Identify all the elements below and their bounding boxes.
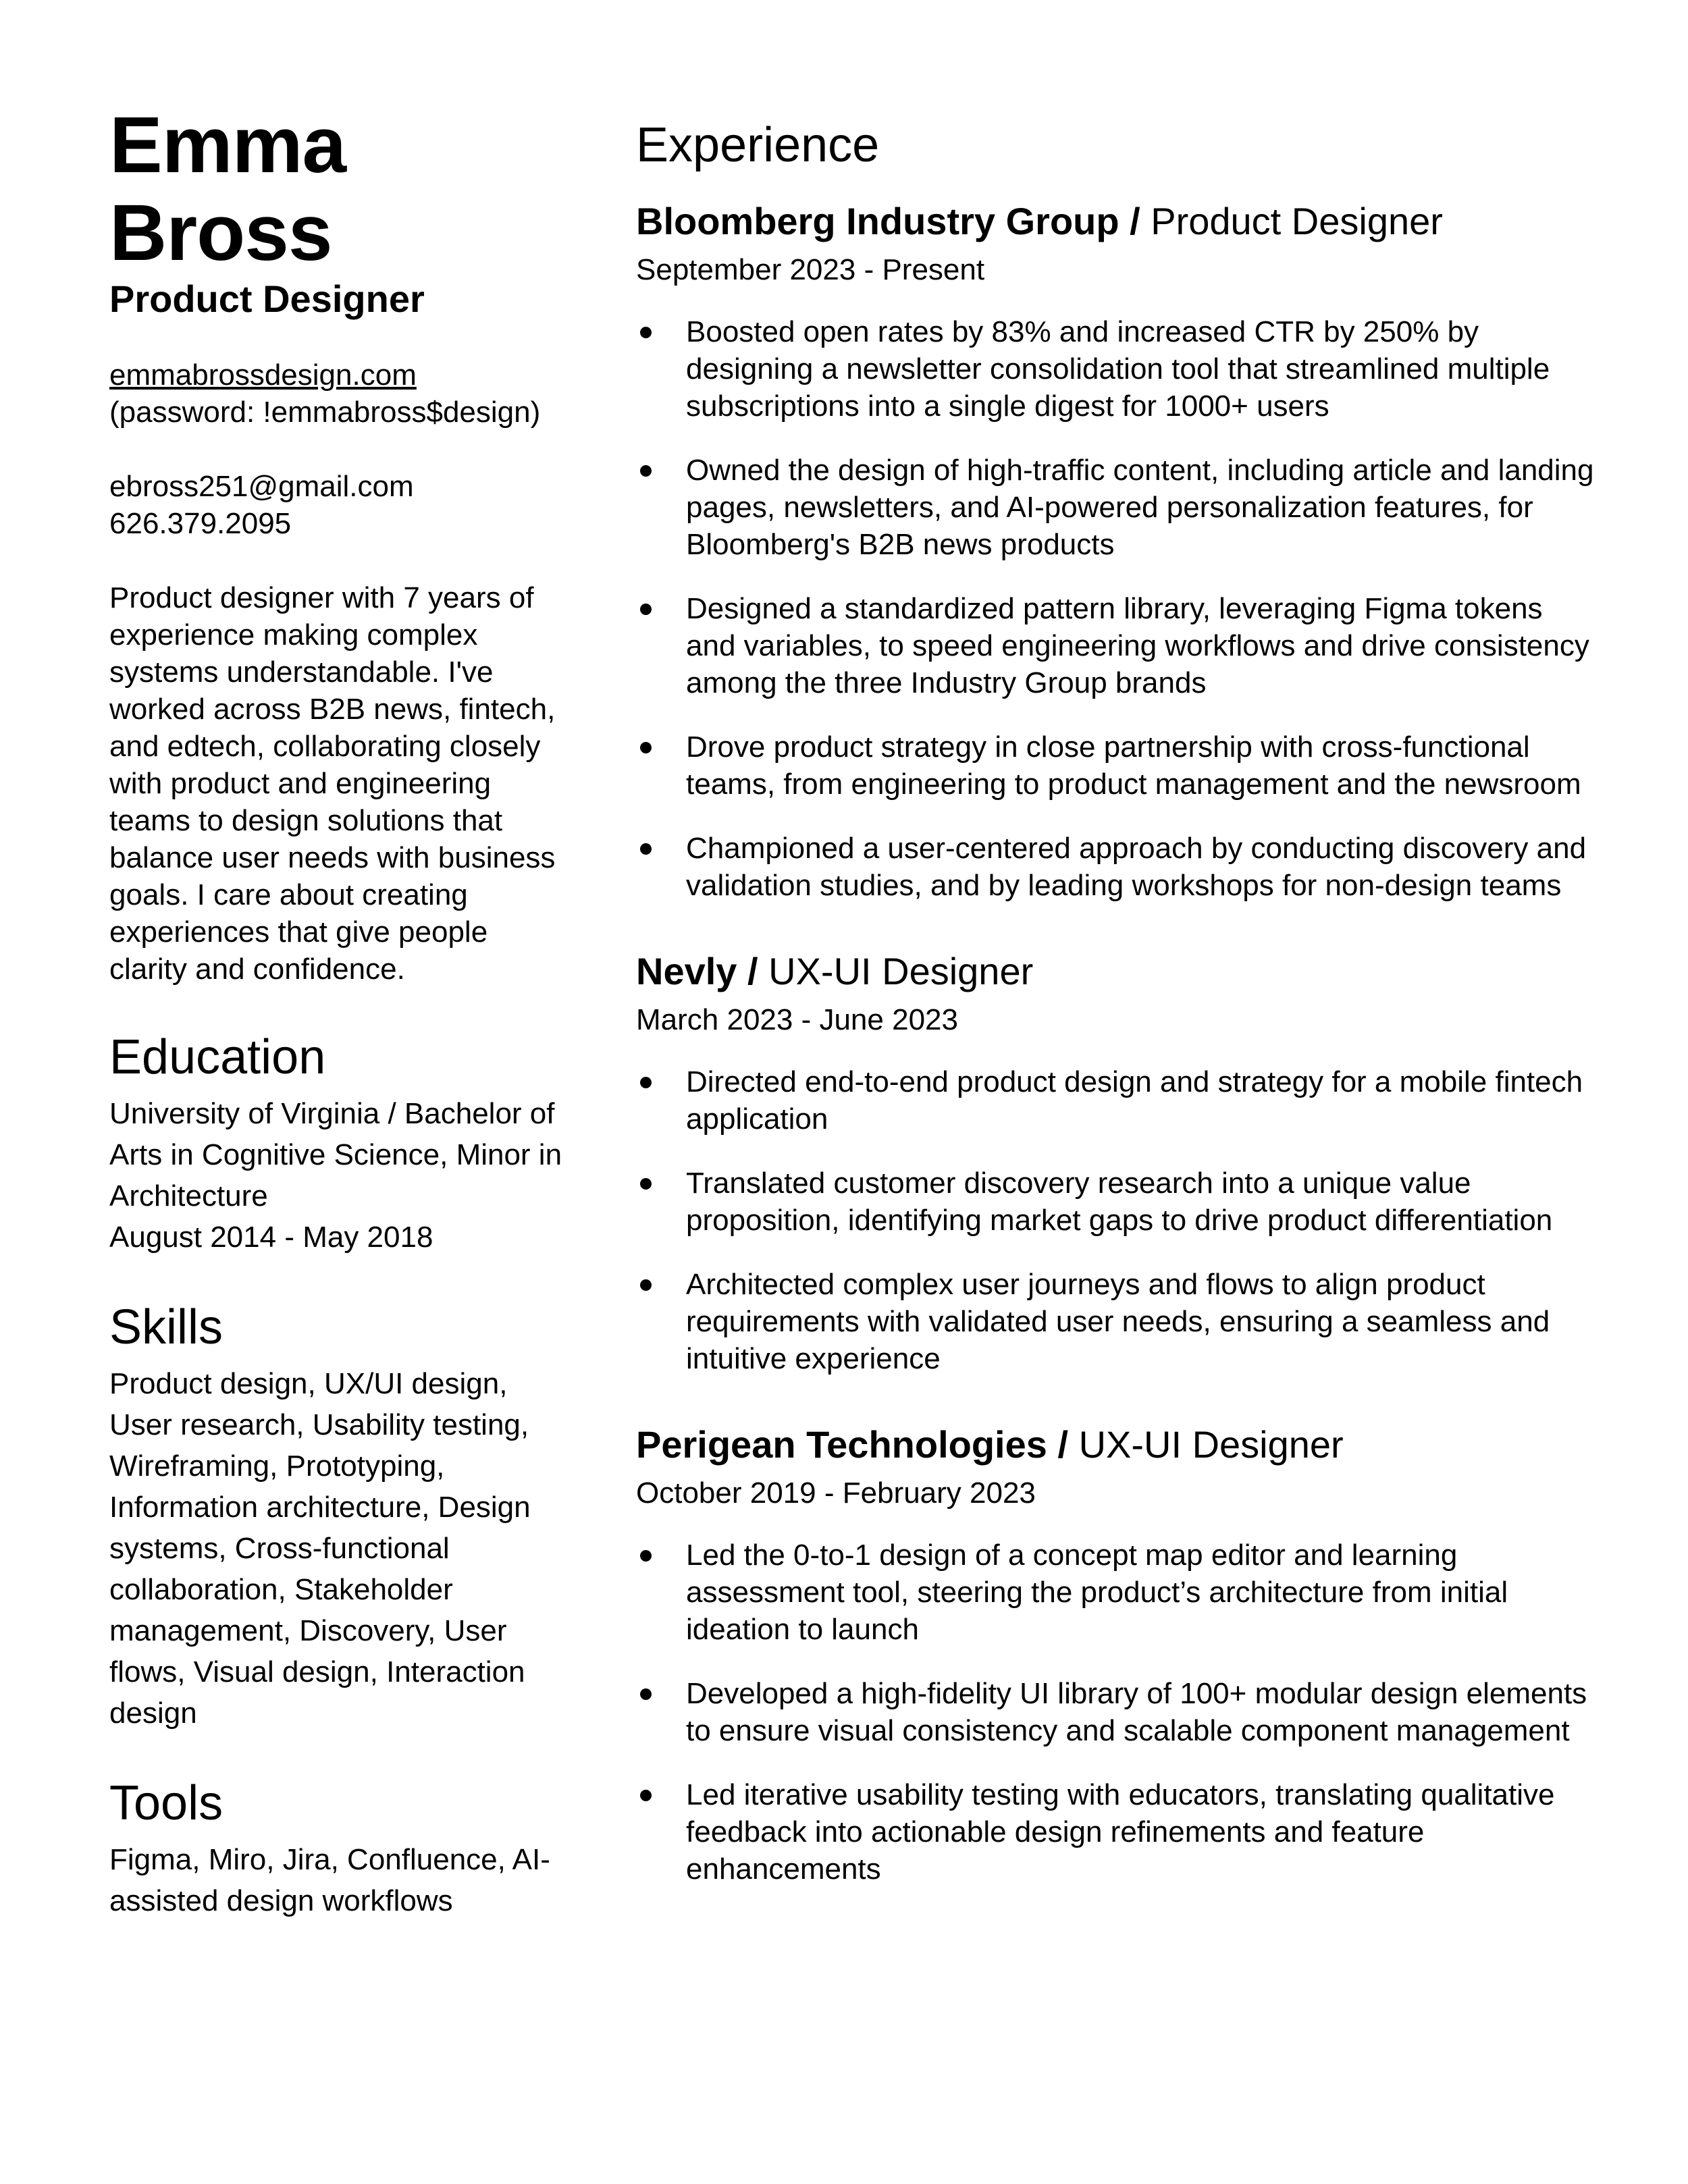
- job-dates: September 2023 - Present: [636, 253, 985, 286]
- tools-heading: Tools: [109, 1776, 223, 1830]
- summary-paragraph: Product designer with 7 years of experience making complex systems understandable. I've worked across B2B news, fintech, and edtech, collaborating closely with product and engineering teams to design solutions that balance user needs with business goals. I care about creating experiences that give people clarity and confidence.: [109, 581, 556, 986]
- skills-list: Product design, UX/UI design, User research, Usability testing, Wireframing, Prototyping, Information architecture, Design systems, Cross-functional collaboration, Stakeholder management, Discovery, User flows, Visual design, Interaction design: [109, 1367, 531, 1730]
- email-text: ebross251@gmail.com: [109, 470, 414, 503]
- job-bullet: [636, 728, 1595, 803]
- job-bullets: [636, 1537, 1595, 1888]
- job-company: Bloomberg Industry Group: [636, 200, 1119, 242]
- job-entry: [636, 1422, 1595, 1888]
- bullet-text: Led iterative usability testing with educators, translating qualitative feedback into actionable design refinements and feature enhancements: [686, 1778, 1555, 1886]
- job-bullets: [636, 313, 1595, 904]
- tools-section: [109, 1774, 569, 1921]
- bullet-icon: [640, 843, 652, 855]
- bullet-text: Architected complex user journeys and flows to align product requirements with validated user needs, ensuring a seamless and intuitive experience: [686, 1268, 1550, 1375]
- job-title-line: [636, 949, 1595, 994]
- left-column: [109, 101, 569, 1921]
- job-separator: /: [1047, 1423, 1079, 1466]
- experience-heading: Experience: [636, 118, 880, 172]
- bullet-text: Designed a standardized pattern library, leveraging Figma tokens and variables, to speed engineering workflows and drive consistency among the three Industry Group brands: [686, 592, 1589, 699]
- job-position: UX-UI Designer: [1078, 1423, 1344, 1466]
- person-name: Emma Bross: [109, 101, 346, 277]
- person-title: Product Designer: [109, 277, 425, 320]
- bullet-text: Translated customer discovery research into a unique value proposition, identifying market gaps to drive product differentiation: [686, 1167, 1553, 1237]
- job-position: UX-UI Designer: [768, 950, 1034, 992]
- job-bullet: [636, 1063, 1595, 1138]
- education-section: [109, 1028, 569, 1258]
- bullet-icon: [640, 1790, 652, 1801]
- job-bullet: [636, 1537, 1595, 1648]
- job-company: Nevly: [636, 950, 737, 992]
- bullet-icon: [640, 1688, 652, 1700]
- bullet-icon: [640, 327, 652, 338]
- bullet-icon: [640, 742, 652, 753]
- phone-text: 626.379.2095: [109, 507, 292, 540]
- bullet-icon: [640, 1077, 652, 1088]
- job-bullet: [636, 1675, 1595, 1749]
- skills-section: [109, 1298, 569, 1734]
- job-bullets: [636, 1063, 1595, 1377]
- bullet-text: Developed a high-fidelity UI library of 100+ modular design elements to ensure visual consistency and scalable component management: [686, 1677, 1587, 1747]
- job-bullet: [636, 1776, 1595, 1888]
- job-title-line: [636, 1422, 1595, 1468]
- bullet-icon: [640, 1550, 652, 1562]
- bullet-icon: [640, 465, 652, 477]
- password-note: (password: !emmabross$design): [109, 396, 541, 429]
- job-entry: [636, 198, 1595, 904]
- contact-block: [109, 356, 569, 579]
- job-position: Product Designer: [1151, 200, 1443, 242]
- job-bullet: [636, 830, 1595, 904]
- job-dates: October 2019 - February 2023: [636, 1476, 1036, 1510]
- bullet-text: Championed a user-centered approach by conducting discovery and validation studies, and by leading workshops for non-design teams: [686, 832, 1587, 902]
- bullet-text: Directed end-to-end product design and strategy for a mobile fintech application: [686, 1065, 1583, 1136]
- job-separator: /: [737, 950, 769, 992]
- bullet-text: Drove product strategy in close partnership with cross-functional teams, from engineering to product management and the newsroom: [686, 730, 1581, 801]
- job-entry: [636, 949, 1595, 1377]
- education-heading: Education: [109, 1030, 326, 1084]
- job-company: Perigean Technologies: [636, 1423, 1047, 1466]
- job-bullet: [636, 590, 1595, 701]
- job-bullet: [636, 1266, 1595, 1377]
- tools-list: Figma, Miro, Jira, Confluence, AI-assisted design workflows: [109, 1843, 550, 1917]
- job-bullet: [636, 1165, 1595, 1239]
- bullet-text: Led the 0-to-1 design of a concept map editor and learning assessment tool, steering the product’s architecture from initial ideation to launch: [686, 1539, 1508, 1646]
- job-bullet: [636, 452, 1595, 563]
- skills-heading: Skills: [109, 1300, 223, 1354]
- job-separator: /: [1119, 200, 1151, 242]
- education-degree: University of Virginia / Bachelor of Arts in Cognitive Science, Minor in Architecture: [109, 1097, 562, 1213]
- right-column: [636, 116, 1595, 1932]
- website-link[interactable]: emmabrossdesign.com: [109, 358, 417, 392]
- bullet-icon: [640, 604, 652, 615]
- job-dates: March 2023 - June 2023: [636, 1003, 958, 1036]
- bullet-icon: [640, 1178, 652, 1190]
- bullet-text: Owned the design of high-traffic content, including article and landing pages, newsletters, and AI-powered personalization features, for Bloomberg's B2B news products: [686, 454, 1594, 561]
- job-title-line: [636, 198, 1595, 244]
- bullet-text: Boosted open rates by 83% and increased CTR by 250% by designing a newsletter consolidation tool that streamlined multiple subscriptions into a single digest for 1000+ users: [686, 315, 1550, 423]
- bullet-icon: [640, 1279, 652, 1291]
- job-bullet: [636, 313, 1595, 425]
- education-dates: August 2014 - May 2018: [109, 1221, 433, 1254]
